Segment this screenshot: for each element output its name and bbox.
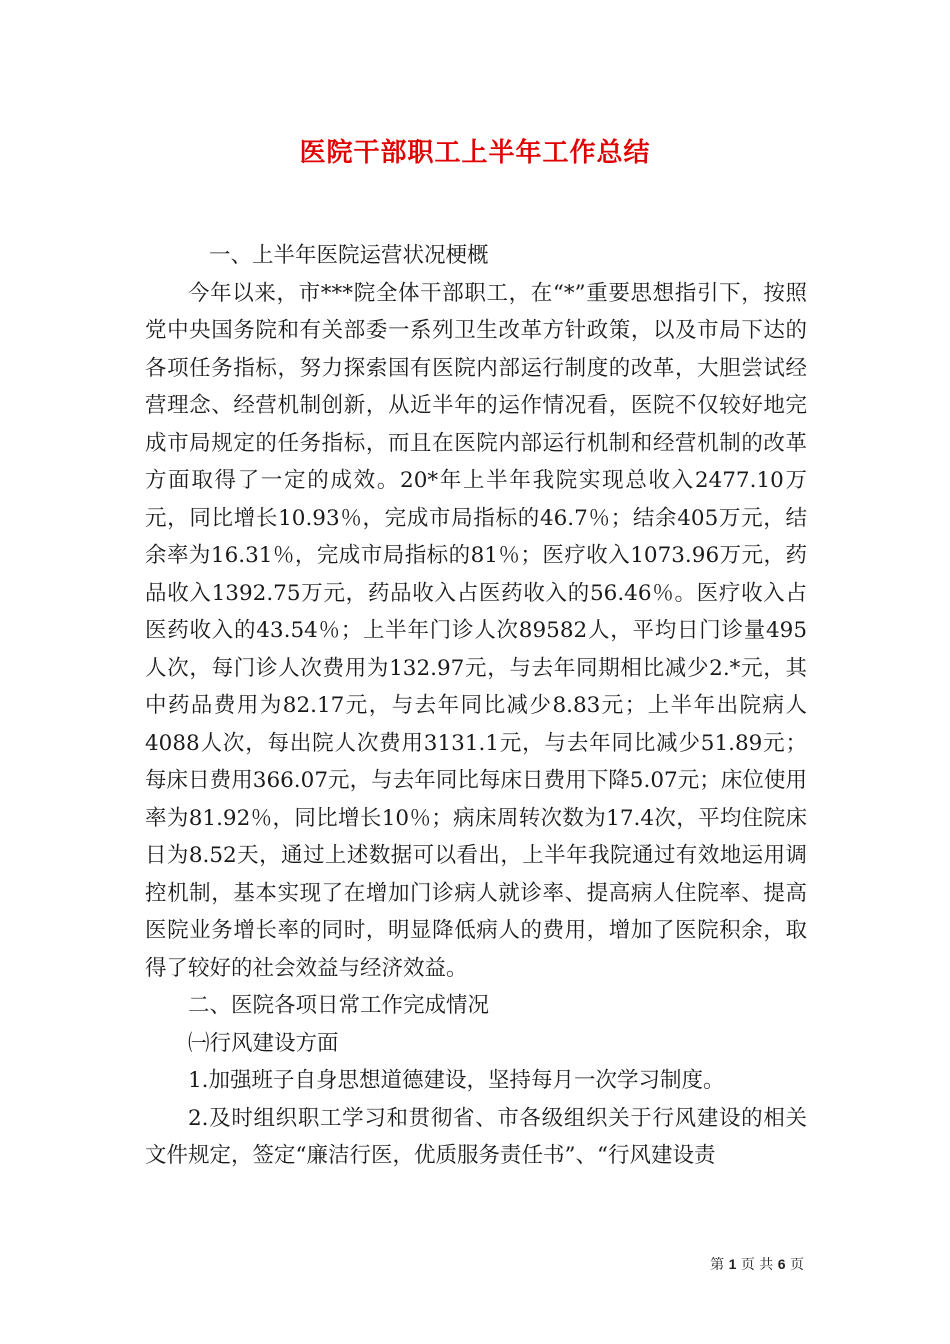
footer-middle: 页 共	[740, 1257, 774, 1273]
subsection-heading-1: ㈠行风建设方面	[188, 1030, 339, 1056]
section-heading-1: 一、上半年医院运营状况梗概	[209, 243, 489, 268]
section-paragraph-1: 今年以来，市***院全体干部职工，在“*”重要思想指引下，按照党中央国务院和有关部委一系列卫生改革方针政策，以及市局下达的各项任务指标，努力探索国有医院内部运行制度的改革，大胆尝试经营理念、经营机制创新，从近半年的运作情况看，医院不仅较好地完成市局规定的任务指标，而且在医院内部运行机制和经营机制的改革方面取得了一定的成效。20*年上半年我院实现总收入2477.10万元，同比增长10.93％，完成市局指标的46.7％；结余405万元，结余率为16.31％，完成市局指标的81％；医疗收入1073.96万元，药品收入1392.75万元，药品收入占医药收入的56.46％。医疗收入占医药收入的43.54％；上半年门诊人次89582人，平均日门诊量495人次，每门诊人次费用为132.97元，与去年同期相比减少2.*元，其中药品费用为82.17元，与去年同比减少8.83元；上半年出院病人4088人次，每出院人次费用3131.1元，与去年同比减少51.89元；每床日费用366.07元，与去年同比每床日费用下降5.07元；床位使用率为81.92％，同比增长10％；病床周转次数为17.4次，平均住院床日为8.52天，通过上述数据可以看出，上半年我院通过有效地运用调控机制，基本实现了在增加门诊病人就诊率、提高病人住院率、提高医院业务增长率的同时，明显降低病人的费用，增加了医院积余，取得了较好的社会效益与经济效益。	[145, 280, 807, 981]
document-title: 医院干部职工上半年工作总结	[299, 138, 651, 168]
list-item-2: 2.及时组织职工学习和贯彻省、市各级组织关于行风建设的相关文件规定，签定“廉洁行医，优质服务责任书”、“行风建设责	[145, 1105, 807, 1168]
current-page-number: 1	[728, 1256, 737, 1272]
total-page-number: 6	[777, 1256, 786, 1272]
document-body	[145, 237, 807, 1175]
footer-suffix: 页	[790, 1257, 804, 1273]
footer-prefix: 第	[710, 1257, 725, 1273]
section-heading-2: 二、医院各项日常工作完成情况	[188, 993, 490, 1018]
list-item-1: 1.加强班子自身思想道德建设，坚持每月一次学习制度。	[188, 1068, 725, 1093]
page-number-footer	[710, 1254, 804, 1274]
